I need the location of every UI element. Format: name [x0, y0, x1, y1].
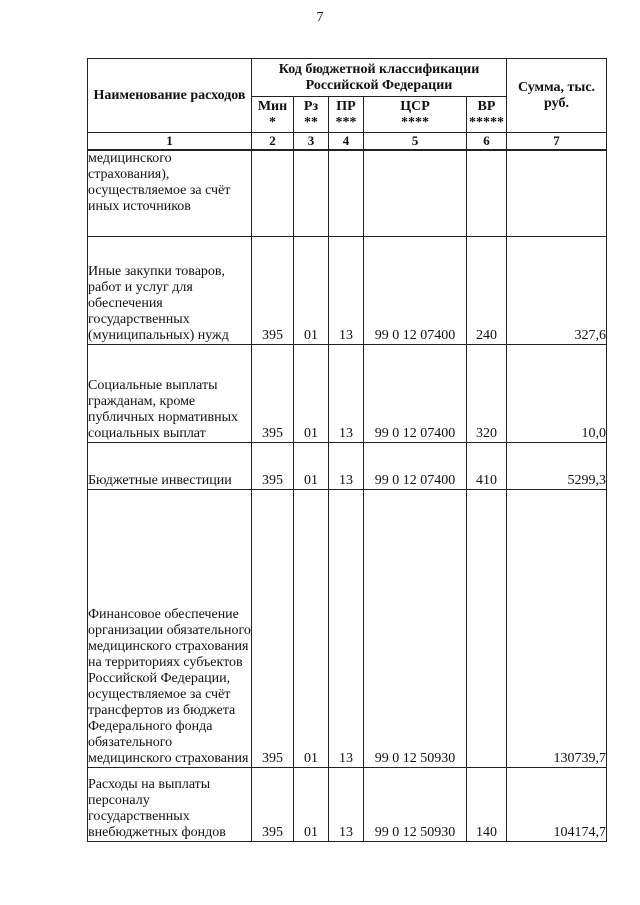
code-vr: 410	[467, 442, 507, 489]
table-row	[88, 442, 607, 489]
header-csr: ЦСР ****	[364, 97, 467, 133]
amount: 5299,3	[507, 442, 607, 489]
header-rz: Рз **	[294, 97, 329, 133]
header-min: Мин *	[252, 97, 294, 133]
code-pr: 13	[329, 236, 364, 344]
code-rz: 01	[294, 489, 329, 767]
header-pr: ПР ***	[329, 97, 364, 133]
budget-classification-table	[87, 58, 607, 842]
code-rz: 01	[294, 442, 329, 489]
code-vr	[467, 150, 507, 236]
code-csr: 99 0 12 07400	[364, 236, 467, 344]
col-number: 3	[294, 133, 329, 151]
col-number: 6	[467, 133, 507, 151]
code-pr: 13	[329, 489, 364, 767]
code-pr: 13	[329, 767, 364, 841]
table-row	[88, 767, 607, 841]
amount: 327,6	[507, 236, 607, 344]
code-min: 395	[252, 442, 294, 489]
code-pr: 13	[329, 442, 364, 489]
table-row	[88, 489, 607, 767]
code-vr: 320	[467, 344, 507, 442]
code-vr: 140	[467, 767, 507, 841]
code-rz: 01	[294, 767, 329, 841]
code-csr: 99 0 12 50930	[364, 767, 467, 841]
code-rz: 01	[294, 236, 329, 344]
code-vr	[467, 489, 507, 767]
code-min: 395	[252, 767, 294, 841]
code-min: 395	[252, 344, 294, 442]
code-pr	[329, 150, 364, 236]
expense-name: Финансовое обеспечение организации обязательного медицинского страхования на территориях субъектов Российской Федерации, осуществляемое за счёт трансфертов из бюджета Федерального фонда обязательного медицинского страхования	[88, 489, 252, 767]
expense-name: Расходы на выплаты персоналу государственных внебюджетных фондов	[88, 767, 252, 841]
amount: 104174,7	[507, 767, 607, 841]
expense-name: медицинского страхования), осуществляемое за счёт иных источников	[88, 150, 252, 236]
header-vr: ВР *****	[467, 97, 507, 133]
code-rz	[294, 150, 329, 236]
code-pr: 13	[329, 344, 364, 442]
code-vr: 240	[467, 236, 507, 344]
table-row	[88, 344, 607, 442]
col-number: 1	[88, 133, 252, 151]
column-number-row	[88, 133, 607, 151]
code-csr	[364, 150, 467, 236]
code-csr: 99 0 12 07400	[364, 344, 467, 442]
expense-name: Социальные выплаты гражданам, кроме публичных нормативных социальных выплат	[88, 344, 252, 442]
code-min	[252, 150, 294, 236]
col-number: 2	[252, 133, 294, 151]
code-min: 395	[252, 236, 294, 344]
code-csr: 99 0 12 50930	[364, 489, 467, 767]
header-name-column: Наименование расходов	[88, 59, 252, 133]
amount: 10,0	[507, 344, 607, 442]
expense-name: Иные закупки товаров, работ и услуг для обеспечения государственных (муниципальных) нужд	[88, 236, 252, 344]
code-min: 395	[252, 489, 294, 767]
table-row	[88, 236, 607, 344]
table-row	[88, 150, 607, 236]
amount: 130739,7	[507, 489, 607, 767]
header-code-group: Код бюджетной классификации Российской Федерации	[252, 59, 507, 97]
code-csr: 99 0 12 07400	[364, 442, 467, 489]
expense-name: Бюджетные инвестиции	[88, 442, 252, 489]
header-sum-column: Сумма, тыс. руб.	[507, 59, 607, 133]
col-number: 5	[364, 133, 467, 151]
col-number: 4	[329, 133, 364, 151]
page-number: 7	[316, 10, 324, 25]
code-rz: 01	[294, 344, 329, 442]
col-number: 7	[507, 133, 607, 151]
amount	[507, 150, 607, 236]
